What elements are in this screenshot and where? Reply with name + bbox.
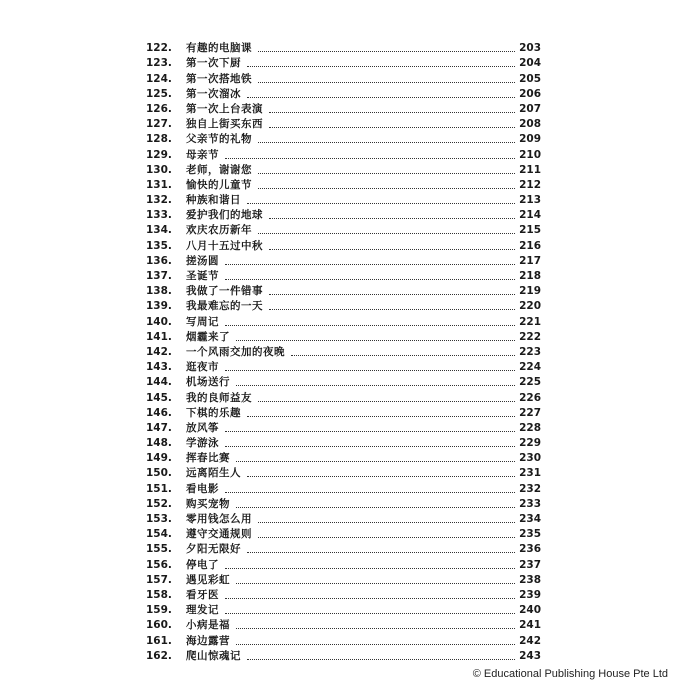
entry-page-number: 210 xyxy=(519,148,541,161)
toc-entry xyxy=(146,70,541,85)
entry-number: 128. xyxy=(146,133,172,146)
dot-leader xyxy=(258,536,515,538)
entry-title: 小病是福 xyxy=(186,619,230,632)
entry-number: 140. xyxy=(146,315,172,328)
dot-leader xyxy=(236,384,515,386)
entry-title: 学游泳 xyxy=(186,437,219,450)
toc-entry xyxy=(146,374,541,389)
entry-number: 131. xyxy=(146,178,172,191)
toc-entry xyxy=(146,237,541,252)
entry-number: 148. xyxy=(146,437,172,450)
toc-entry xyxy=(146,617,541,632)
dot-leader xyxy=(225,491,515,493)
entry-page-number: 223 xyxy=(519,345,541,358)
dot-leader xyxy=(236,643,515,645)
entry-page-number: 234 xyxy=(519,513,541,525)
entry-page-number: 238 xyxy=(519,573,541,586)
dot-leader xyxy=(236,582,515,584)
toc-entry xyxy=(146,268,541,283)
entry-number: 162. xyxy=(146,649,172,662)
entry-title: 下棋的乐趣 xyxy=(186,406,241,419)
entry-page-number: 241 xyxy=(519,619,541,632)
entry-page-number: 218 xyxy=(519,270,541,282)
entry-page-number: 220 xyxy=(519,300,541,313)
toc-entry xyxy=(146,602,541,617)
toc-entry xyxy=(146,405,541,420)
entry-number: 153. xyxy=(146,513,172,525)
entry-title: 遵守交通规则 xyxy=(186,528,252,541)
dot-leader xyxy=(258,172,515,174)
toc-entry xyxy=(146,359,541,374)
entry-number: 151. xyxy=(146,482,172,495)
entry-page-number: 232 xyxy=(519,482,541,495)
toc-entry xyxy=(146,465,541,480)
entry-page-number: 214 xyxy=(519,209,541,222)
entry-title: 零用钱怎么用 xyxy=(186,513,252,525)
entry-page-number: 221 xyxy=(519,315,541,328)
entry-page-number: 224 xyxy=(519,361,541,374)
dot-leader xyxy=(247,415,515,417)
toc-entry xyxy=(146,420,541,435)
toc-entry xyxy=(146,162,541,177)
entry-title: 烟霾来了 xyxy=(186,330,230,343)
toc-entry xyxy=(146,313,541,328)
toc-entry xyxy=(146,40,541,55)
toc-entry xyxy=(146,511,541,526)
dot-leader xyxy=(258,141,515,143)
entry-page-number: 236 xyxy=(519,543,541,556)
dot-leader xyxy=(258,232,515,234)
entry-number: 144. xyxy=(146,376,172,389)
entry-title: 圣诞节 xyxy=(186,270,219,282)
dot-leader xyxy=(225,278,515,280)
entry-number: 154. xyxy=(146,528,172,541)
entry-number: 142. xyxy=(146,345,172,358)
entry-title: 爱护我们的地球 xyxy=(186,209,263,222)
toc-entry xyxy=(146,329,541,344)
dot-leader xyxy=(258,521,515,523)
entry-page-number: 217 xyxy=(519,254,541,267)
entry-title: 愉快的儿童节 xyxy=(186,178,252,191)
entry-page-number: 207 xyxy=(519,102,541,115)
toc-entry xyxy=(146,55,541,70)
dot-leader xyxy=(258,81,515,83)
entry-page-number: 206 xyxy=(519,87,541,100)
entry-title: 看牙医 xyxy=(186,588,219,601)
entry-number: 137. xyxy=(146,270,172,282)
entry-page-number: 219 xyxy=(519,285,541,298)
dot-leader xyxy=(236,627,515,629)
entry-title: 我最难忘的一天 xyxy=(186,300,263,313)
dot-leader xyxy=(225,597,515,599)
dot-leader xyxy=(225,263,515,265)
entry-page-number: 243 xyxy=(519,649,541,662)
entry-page-number: 208 xyxy=(519,118,541,131)
toc-entry xyxy=(146,587,541,602)
entry-number: 141. xyxy=(146,330,172,343)
entry-number: 125. xyxy=(146,87,172,100)
entry-number: 160. xyxy=(146,619,172,632)
dot-leader xyxy=(225,445,515,447)
dot-leader xyxy=(247,96,515,98)
entry-title: 海边露营 xyxy=(186,634,230,647)
entry-number: 138. xyxy=(146,285,172,298)
toc-entry xyxy=(146,177,541,192)
entry-title: 第一次下厨 xyxy=(186,57,241,70)
entry-title: 爬山惊魂记 xyxy=(186,649,241,662)
entry-title: 放风筝 xyxy=(186,421,219,434)
entry-number: 134. xyxy=(146,224,172,237)
entry-page-number: 237 xyxy=(519,558,541,571)
entry-title: 有趣的电脑课 xyxy=(186,42,252,55)
entry-title: 我的良师益友 xyxy=(186,391,252,404)
entry-number: 161. xyxy=(146,634,172,647)
toc-entry xyxy=(146,207,541,222)
dot-leader xyxy=(236,460,515,462)
entry-number: 135. xyxy=(146,239,172,252)
entry-title: 欢庆农历新年 xyxy=(186,224,252,237)
dot-leader xyxy=(225,157,515,159)
entry-title: 看电影 xyxy=(186,482,219,495)
entry-number: 136. xyxy=(146,254,172,267)
entry-title: 父亲节的礼物 xyxy=(186,133,252,146)
toc-entry xyxy=(146,435,541,450)
toc-entry xyxy=(146,298,541,313)
dot-leader xyxy=(258,50,515,52)
copyright-notice: © Educational Publishing House Pte Ltd xyxy=(472,668,668,680)
entry-title: 写周记 xyxy=(186,315,219,328)
entry-title: 老师，谢谢您 xyxy=(186,163,252,176)
entry-number: 130. xyxy=(146,163,172,176)
entry-number: 146. xyxy=(146,406,172,419)
entry-title: 母亲节 xyxy=(186,148,219,161)
entry-number: 143. xyxy=(146,361,172,374)
entry-page-number: 215 xyxy=(519,224,541,237)
entry-page-number: 239 xyxy=(519,588,541,601)
toc-entry xyxy=(146,192,541,207)
dot-leader xyxy=(225,369,515,371)
entry-page-number: 222 xyxy=(519,330,541,343)
entry-title: 遇见彩虹 xyxy=(186,573,230,586)
dot-leader xyxy=(269,293,515,295)
entry-number: 158. xyxy=(146,588,172,601)
dot-leader xyxy=(269,217,515,219)
entry-number: 152. xyxy=(146,497,172,510)
entry-number: 133. xyxy=(146,209,172,222)
entry-page-number: 228 xyxy=(519,421,541,434)
entry-title: 挥春比赛 xyxy=(186,452,230,465)
entry-number: 132. xyxy=(146,194,172,207)
entry-page-number: 205 xyxy=(519,72,541,85)
toc-entry xyxy=(146,116,541,131)
entry-number: 150. xyxy=(146,467,172,480)
toc-entry xyxy=(146,541,541,556)
toc-entry xyxy=(146,222,541,237)
toc-entry xyxy=(146,632,541,647)
entry-title: 夕阳无限好 xyxy=(186,543,241,556)
entry-title: 独自上街买东西 xyxy=(186,118,263,131)
dot-leader xyxy=(225,430,515,432)
dot-leader xyxy=(236,339,515,341)
dot-leader xyxy=(291,354,515,356)
entry-number: 124. xyxy=(146,72,172,85)
entry-number: 126. xyxy=(146,102,172,115)
toc-entry xyxy=(146,496,541,511)
entry-title: 逛夜市 xyxy=(186,361,219,374)
entry-page-number: 226 xyxy=(519,391,541,404)
dot-leader xyxy=(269,248,515,250)
entry-page-number: 216 xyxy=(519,239,541,252)
toc-entry xyxy=(146,526,541,541)
toc-entry xyxy=(146,480,541,495)
entry-page-number: 235 xyxy=(519,528,541,541)
entry-page-number: 242 xyxy=(519,634,541,647)
dot-leader xyxy=(269,126,515,128)
entry-title: 搓汤圆 xyxy=(186,254,219,267)
toc-entry xyxy=(146,572,541,587)
toc-entry xyxy=(146,146,541,161)
entry-number: 129. xyxy=(146,148,172,161)
toc-entry xyxy=(146,556,541,571)
dot-leader xyxy=(258,400,515,402)
dot-leader xyxy=(269,308,515,310)
entry-title: 理发记 xyxy=(186,604,219,617)
dot-leader xyxy=(247,551,515,553)
dot-leader xyxy=(247,65,515,67)
entry-title: 八月十五过中秋 xyxy=(186,239,263,252)
entry-title: 第一次搭地铁 xyxy=(186,72,252,85)
dot-leader xyxy=(225,567,515,569)
toc-entry xyxy=(146,253,541,268)
entry-number: 122. xyxy=(146,42,172,55)
entry-page-number: 233 xyxy=(519,497,541,510)
entry-title: 第一次溜冰 xyxy=(186,87,241,100)
entry-number: 156. xyxy=(146,558,172,571)
entry-page-number: 211 xyxy=(519,163,541,176)
entry-number: 139. xyxy=(146,300,172,313)
entry-number: 123. xyxy=(146,57,172,70)
dot-leader xyxy=(236,506,515,508)
entry-page-number: 231 xyxy=(519,467,541,480)
entry-page-number: 209 xyxy=(519,133,541,146)
entry-page-number: 225 xyxy=(519,376,541,389)
entry-page-number: 240 xyxy=(519,604,541,617)
dot-leader xyxy=(247,202,515,204)
entry-page-number: 212 xyxy=(519,178,541,191)
entry-title: 我做了一件错事 xyxy=(186,285,263,298)
toc-entry xyxy=(146,131,541,146)
entry-title: 机场送行 xyxy=(186,376,230,389)
toc-entry xyxy=(146,86,541,101)
entry-title: 购买宠物 xyxy=(186,497,230,510)
entry-page-number: 230 xyxy=(519,452,541,465)
entry-number: 149. xyxy=(146,452,172,465)
entry-title: 第一次上台表演 xyxy=(186,102,263,115)
entry-number: 147. xyxy=(146,421,172,434)
entry-number: 127. xyxy=(146,118,172,131)
entry-title: 停电了 xyxy=(186,558,219,571)
entry-title: 种族和谐日 xyxy=(186,194,241,207)
entry-title: 远离陌生人 xyxy=(186,467,241,480)
dot-leader xyxy=(247,658,515,660)
entry-title: 一个风雨交加的夜晚 xyxy=(186,345,285,358)
entry-page-number: 204 xyxy=(519,57,541,70)
dot-leader xyxy=(225,612,515,614)
toc-entry xyxy=(146,283,541,298)
entry-number: 155. xyxy=(146,543,172,556)
toc-entry xyxy=(146,450,541,465)
entry-page-number: 227 xyxy=(519,406,541,419)
entry-page-number: 213 xyxy=(519,194,541,207)
dot-leader xyxy=(269,111,515,113)
toc-entry xyxy=(146,344,541,359)
toc-entry xyxy=(146,648,541,663)
entry-number: 159. xyxy=(146,604,172,617)
dot-leader xyxy=(247,475,515,477)
entry-page-number: 229 xyxy=(519,437,541,450)
entry-page-number: 203 xyxy=(519,42,541,55)
entry-number: 157. xyxy=(146,573,172,586)
entry-number: 145. xyxy=(146,391,172,404)
toc-entry xyxy=(146,389,541,404)
dot-leader xyxy=(258,187,515,189)
dot-leader xyxy=(225,324,515,326)
toc-entry xyxy=(146,101,541,116)
table-of-contents xyxy=(146,40,541,663)
